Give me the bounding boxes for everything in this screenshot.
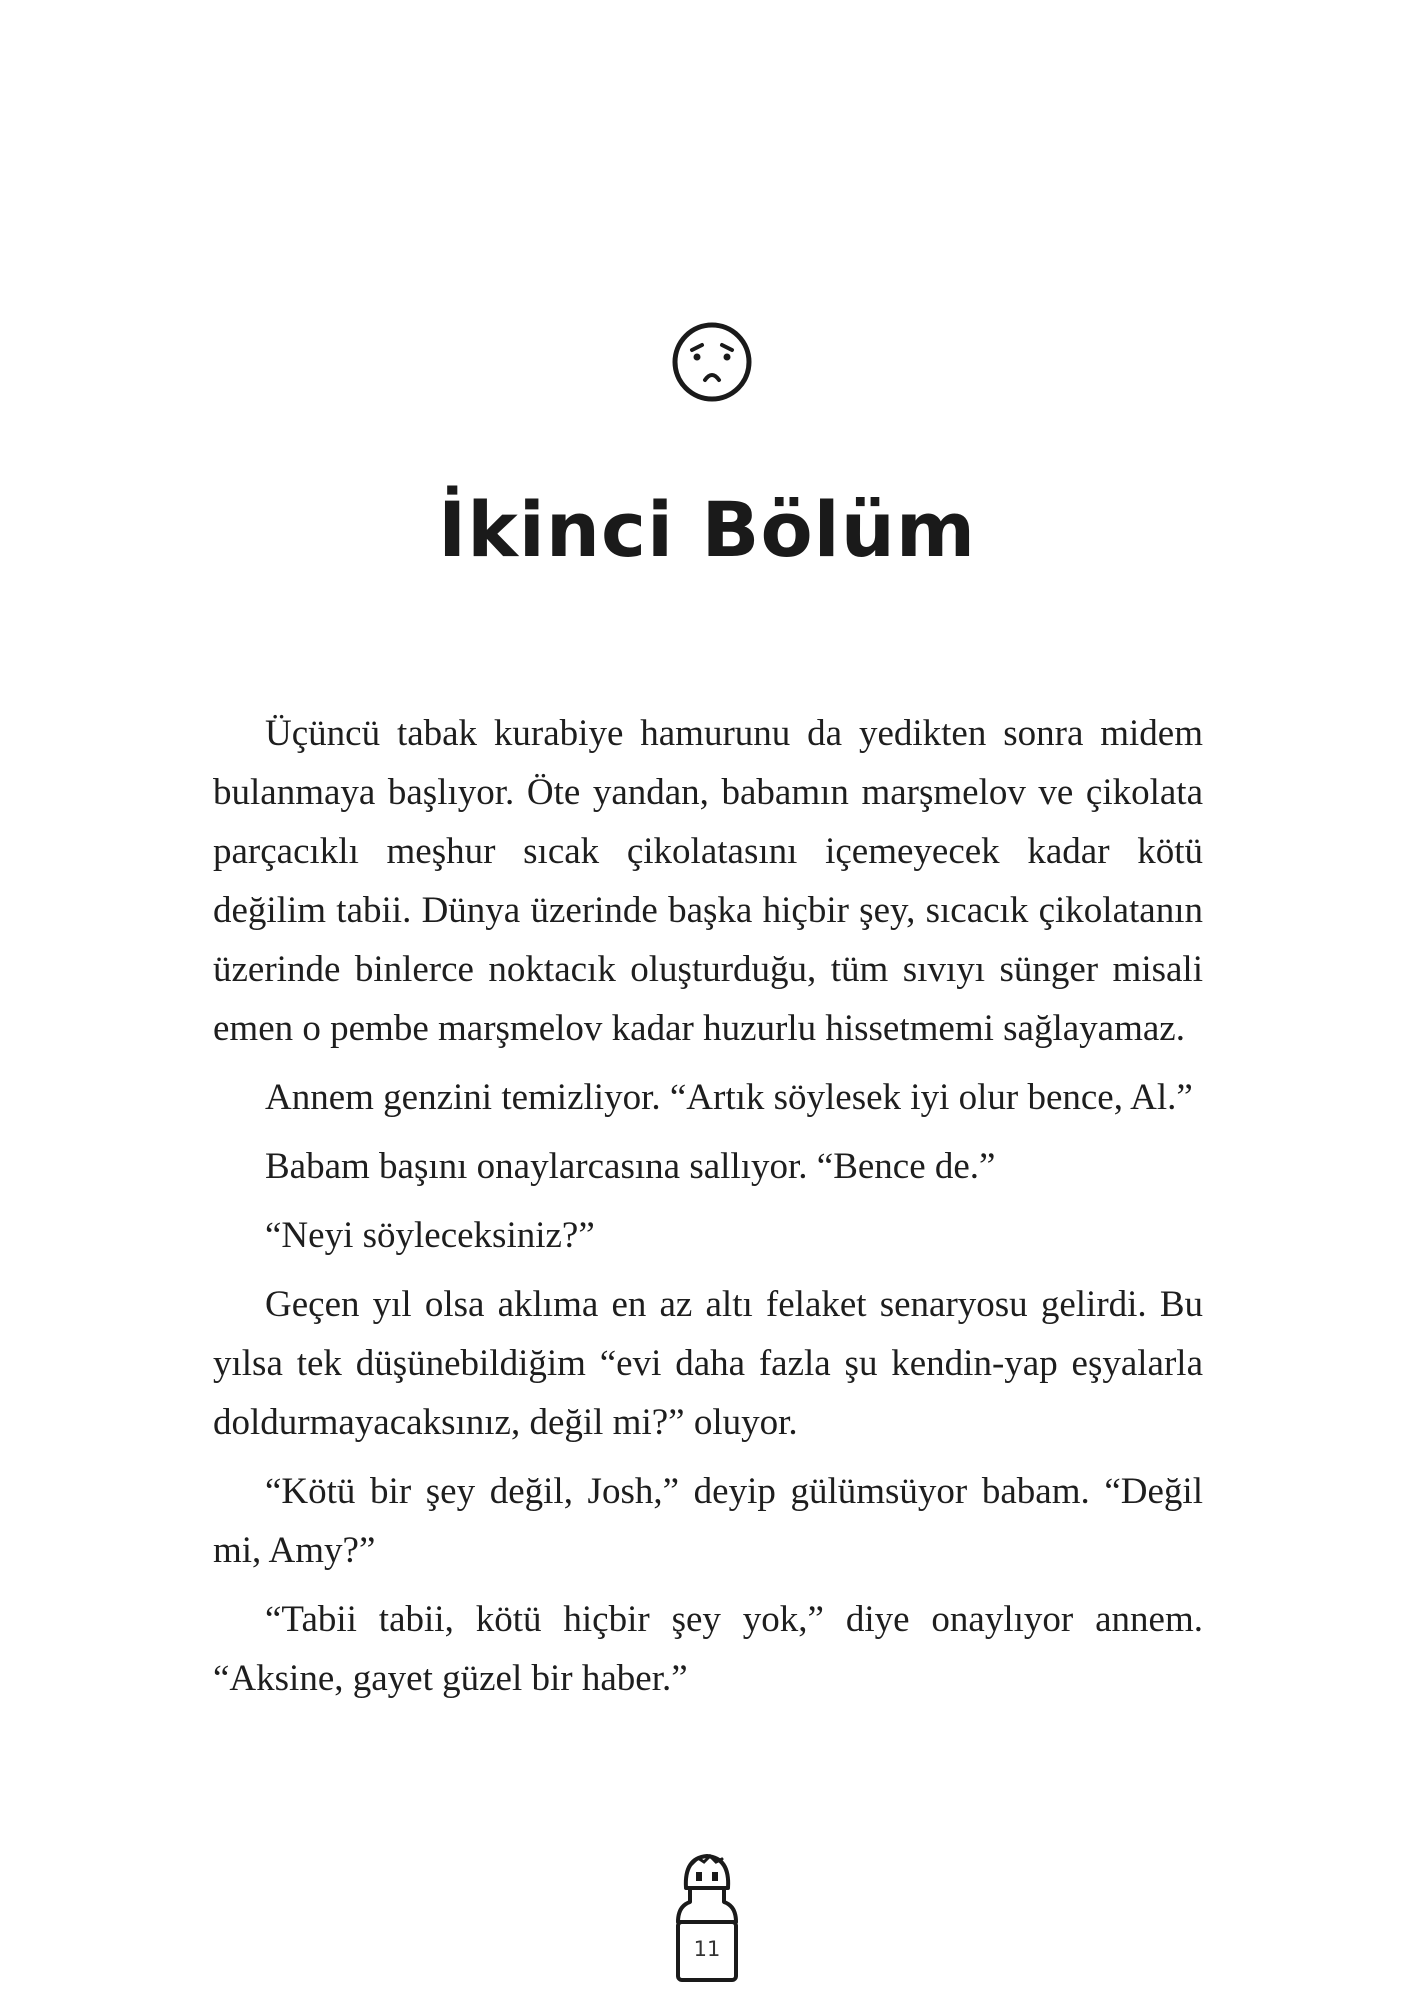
frowning-face-icon bbox=[670, 320, 754, 404]
paragraph: “Neyi söyleceksiniz?” bbox=[265, 1215, 595, 1256]
character-badge-icon bbox=[672, 1850, 742, 1984]
paragraph: Üçüncü tabak kurabiye hamurunu da yedikten sonra midem bulanmaya başlıyor. Öte yandan, babamın marşmelov ve çikolata parçacıklı meşhur sıcak çikolatasını içemeyecek kadar kötü değilim tabii. Dünya üzerinde başka hiçbir şey, sıcacık çikolatanın üzerinde binlerce noktacık oluşturduğu, tüm sıvıyı sünger misali emen o pembe marşmelov kadar huzurlu hissetmemi sağlayamaz. bbox=[213, 713, 1203, 1049]
paragraph: “Tabii tabii, kötü hiçbir şey yok,” diye onaylıyor annem. “Aksine, gayet güzel bir haber.” bbox=[213, 1599, 1203, 1699]
paragraph: “Kötü bir şey değil, Josh,” deyip gülümsüyor babam. “Değil mi, Amy?” bbox=[213, 1471, 1203, 1571]
chapter-body bbox=[213, 704, 1203, 1718]
paragraph: Babam başını onaylarcasına sallıyor. “Bence de.” bbox=[265, 1146, 996, 1187]
paragraph: Annem genzini temizliyor. “Artık söylesek iyi olur bence, Al.” bbox=[265, 1077, 1193, 1118]
paragraph: Geçen yıl olsa aklıma en az altı felaket senaryosu gelirdi. Bu yılsa tek düşünebildiğim “evi daha fazla şu kendin-yap eşyalarla doldurmayacaksınız, değil mi?” oluyor. bbox=[213, 1284, 1203, 1443]
chapter-title: İkinci Bölüm bbox=[437, 485, 977, 574]
page-number: 11 bbox=[693, 1937, 721, 1961]
